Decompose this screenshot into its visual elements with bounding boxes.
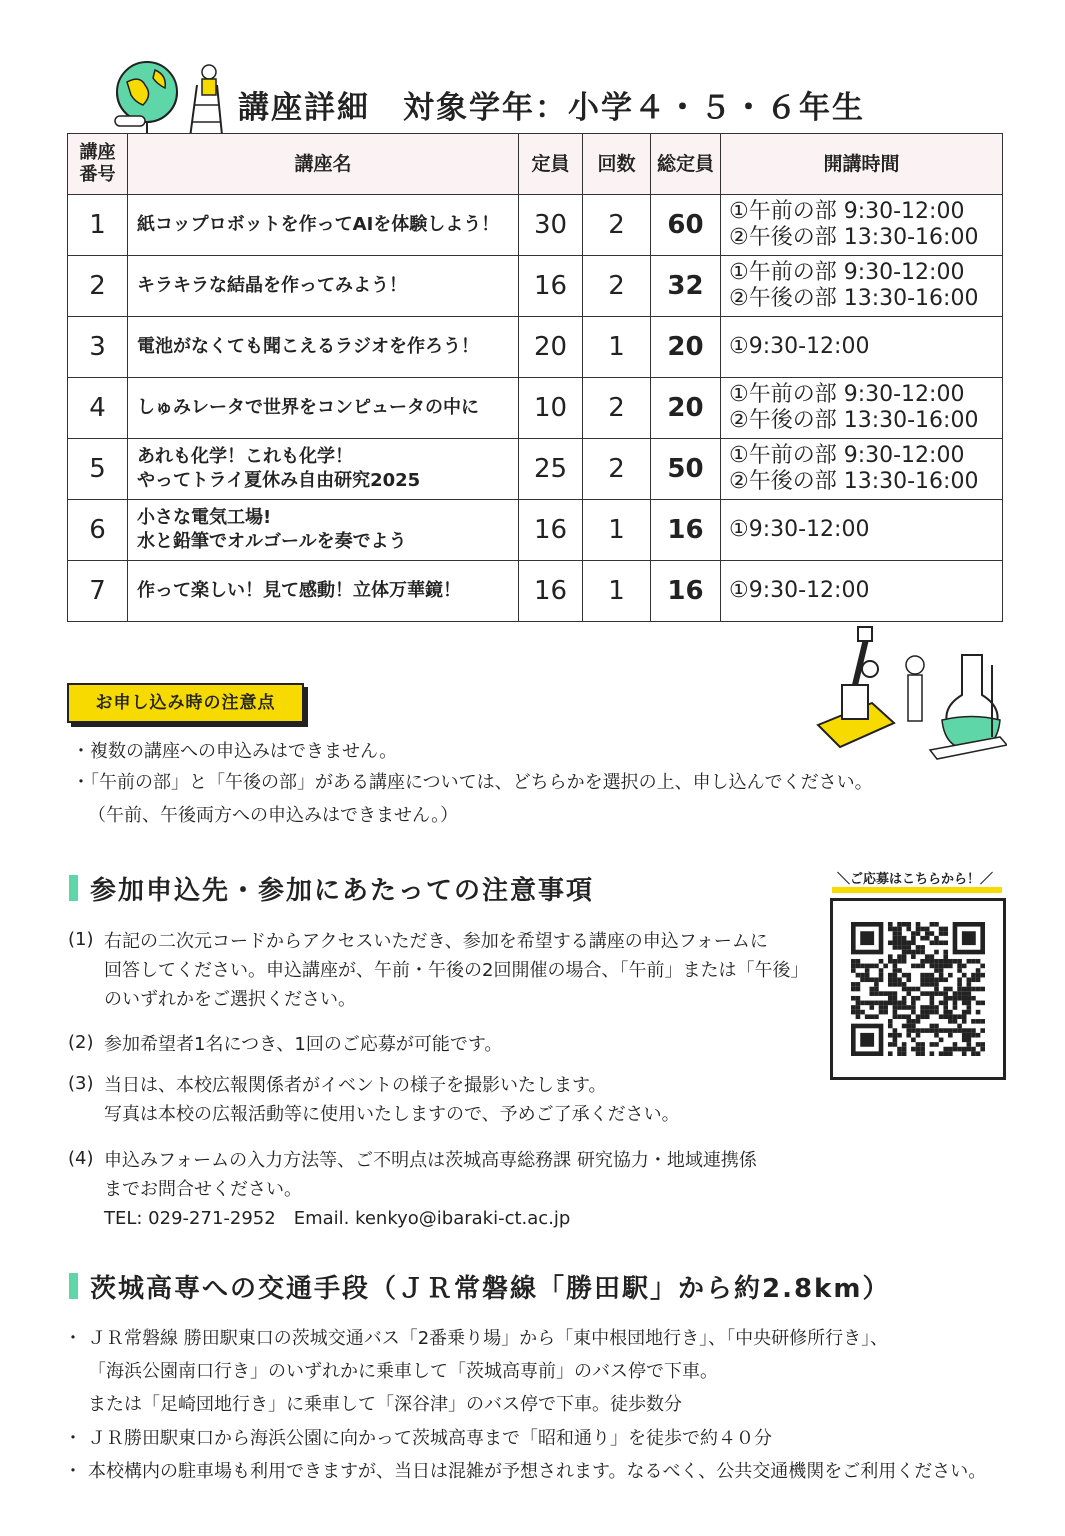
apply-item-number: (2) xyxy=(68,1032,94,1053)
apply-item-text: 参加希望者1名につき、1回のご応募が可能です。 xyxy=(104,1034,503,1055)
table-header-row xyxy=(68,134,1003,195)
course-time-slot: ①9:30-12:00 xyxy=(729,516,870,542)
course-number: 3 xyxy=(68,317,128,378)
table-row xyxy=(68,195,1003,256)
course-capacity: 10 xyxy=(519,378,583,439)
apply-item-text: 右記の二次元コードからアクセスいただき、参加を希望する講座の申込フォームに xyxy=(104,931,768,952)
bullet-marker: ・ xyxy=(64,1461,82,1482)
course-time-slot: ②午後の部 13:30-16:00 xyxy=(729,408,979,433)
course-total-capacity: 20 xyxy=(651,317,721,378)
course-time-slot: ①9:30-12:00 xyxy=(729,333,870,359)
course-number: 7 xyxy=(68,561,128,622)
access-text: ＪＲ勝田駅東口から海浜公園に向かって茨城高専まで「昭和通り」を徒歩で約４０分 xyxy=(88,1428,772,1449)
table-row xyxy=(68,317,1003,378)
course-capacity: 20 xyxy=(519,317,583,378)
course-number: 1 xyxy=(68,195,128,256)
qr-caption-highlight xyxy=(832,887,1002,893)
course-time xyxy=(721,561,1003,622)
course-capacity: 16 xyxy=(519,500,583,561)
course-time xyxy=(721,256,1003,317)
lab-illustration xyxy=(812,625,1007,760)
apply-item-text: 回答してください。申込講座が、午前・午後の2回開催の場合、「午前」または「午後」 xyxy=(104,960,809,981)
qr-caption: ＼ご応募はこちらから！／ xyxy=(836,872,993,887)
access-text: 「海浜公園南口行き」のいずれかに乗車して「茨城高専前」のバス停で下車。 xyxy=(88,1361,718,1382)
apply-item-text: 申込みフォームの入力方法等、ご不明点は茨城高専総務課 研究協力・地域連携係 xyxy=(104,1150,757,1171)
notice-tag: お申し込み時の注意点 xyxy=(67,683,304,723)
apply-item-text: までお問合せください。 xyxy=(104,1179,302,1200)
course-capacity: 16 xyxy=(519,561,583,622)
course-name: あれも化学！これも化学！ やってトライ夏休み自由研究2025 xyxy=(128,439,519,500)
table-row xyxy=(68,561,1003,622)
notice-line: ・「午前の部」と「午後の部」がある講座については、どちらかを選択の上、申し込んでください。 xyxy=(72,772,873,793)
course-time xyxy=(721,439,1003,500)
course-time-slot: ②午後の部 13:30-16:00 xyxy=(729,286,979,311)
col-header-number: 講座 番号 xyxy=(68,134,128,195)
course-total-capacity: 16 xyxy=(651,561,721,622)
course-capacity: 16 xyxy=(519,256,583,317)
col-header-capacity: 定員 xyxy=(519,134,583,195)
table-row xyxy=(68,378,1003,439)
course-time-slot: ①午前の部 9:30-12:00 xyxy=(729,198,965,224)
course-number: 4 xyxy=(68,378,128,439)
access-text: または「足崎団地行き」に乗車して「深谷津」のバス停で下車。徒歩数分 xyxy=(88,1394,682,1415)
course-time-slot: ②午後の部 13:30-16:00 xyxy=(729,225,979,250)
table-row xyxy=(68,256,1003,317)
course-total-capacity: 60 xyxy=(651,195,721,256)
course-sessions: 2 xyxy=(583,439,651,500)
notice-line: ・複数の講座への申込みはできません。 xyxy=(72,741,398,762)
col-header-sessions: 回数 xyxy=(583,134,651,195)
access-text: 本校構内の駐車場も利用できますが、当日は混雑が予想されます。なるべく、公共交通機関をご利用ください。 xyxy=(88,1461,987,1482)
course-time-slot: ①午前の部 9:30-12:00 xyxy=(729,442,965,468)
course-sessions: 2 xyxy=(583,195,651,256)
page-title: 講座詳細 対象学年：小学４・５・６年生 xyxy=(238,90,865,126)
col-header-name: 講座名 xyxy=(128,134,519,195)
course-time xyxy=(721,195,1003,256)
course-total-capacity: 16 xyxy=(651,500,721,561)
apply-item-text: TEL: 029-271-2952 Email. kenkyo@ibaraki-ct.ac.jp xyxy=(104,1208,571,1229)
course-total-capacity: 20 xyxy=(651,378,721,439)
course-sessions: 2 xyxy=(583,378,651,439)
course-time-slot: ①午前の部 9:30-12:00 xyxy=(729,381,965,407)
course-number: 2 xyxy=(68,256,128,317)
apply-item-text: のいずれかをご選択ください。 xyxy=(104,989,356,1010)
apply-item-text: 当日は、本校広報関係者がイベントの様子を撮影いたします。 xyxy=(104,1075,607,1096)
course-name: 小さな電気工場! 水と鉛筆でオルゴールを奏でよう xyxy=(128,500,519,561)
qr-code-icon[interactable] xyxy=(851,922,985,1056)
course-sessions: 2 xyxy=(583,256,651,317)
course-time xyxy=(721,378,1003,439)
course-name: キラキラな結晶を作ってみよう！ xyxy=(128,256,519,317)
course-name: 電池がなくても聞こえるラジオを作ろう！ xyxy=(128,317,519,378)
course-number: 5 xyxy=(68,439,128,500)
access-text: ＪＲ常磐線 勝田駅東口の茨城交通バス「2番乗り場」から「東中根団地行き」、「中央研修所行き」、 xyxy=(88,1328,889,1349)
course-total-capacity: 50 xyxy=(651,439,721,500)
table-row xyxy=(68,439,1003,500)
course-time xyxy=(721,500,1003,561)
apply-item-number: (1) xyxy=(68,929,94,950)
qr-code-frame[interactable] xyxy=(830,898,1006,1080)
course-time-slot: ①午前の部 9:30-12:00 xyxy=(729,259,965,285)
course-sessions: 1 xyxy=(583,500,651,561)
table-row xyxy=(68,500,1003,561)
section-marker xyxy=(69,875,78,901)
course-capacity: 25 xyxy=(519,439,583,500)
course-capacity: 30 xyxy=(519,195,583,256)
course-number: 6 xyxy=(68,500,128,561)
bullet-marker: ・ xyxy=(64,1328,82,1349)
bullet-marker: ・ xyxy=(64,1428,82,1449)
course-time-slot: ①9:30-12:00 xyxy=(729,577,870,603)
notice-line: （午前、午後両方への申込みはできません。） xyxy=(88,805,459,826)
course-name: 紙コップロボットを作ってAIを体験しよう！ xyxy=(128,195,519,256)
col-header-time: 開講時間 xyxy=(721,134,1003,195)
course-name: 作って楽しい！見て感動！立体万華鏡！ xyxy=(128,561,519,622)
course-table xyxy=(67,133,1003,622)
apply-section-title: 参加申込先・参加にあたっての注意事項 xyxy=(90,876,595,906)
course-sessions: 1 xyxy=(583,317,651,378)
course-time-slot: ②午後の部 13:30-16:00 xyxy=(729,469,979,494)
course-sessions: 1 xyxy=(583,561,651,622)
apply-item-text: 写真は本校の広報活動等に使用いたしますので、予めご了承ください。 xyxy=(104,1104,680,1125)
apply-item-number: (4) xyxy=(68,1148,94,1169)
section-marker xyxy=(69,1273,78,1299)
course-time xyxy=(721,317,1003,378)
course-name: しゅみレータで世界をコンピュータの中に xyxy=(128,378,519,439)
col-header-total: 総定員 xyxy=(651,134,721,195)
apply-item-number: (3) xyxy=(68,1073,94,1094)
access-section-title: 茨城高専への交通手段（ＪＲ常磐線「勝田駅」から約2.8km） xyxy=(90,1274,891,1304)
course-total-capacity: 32 xyxy=(651,256,721,317)
